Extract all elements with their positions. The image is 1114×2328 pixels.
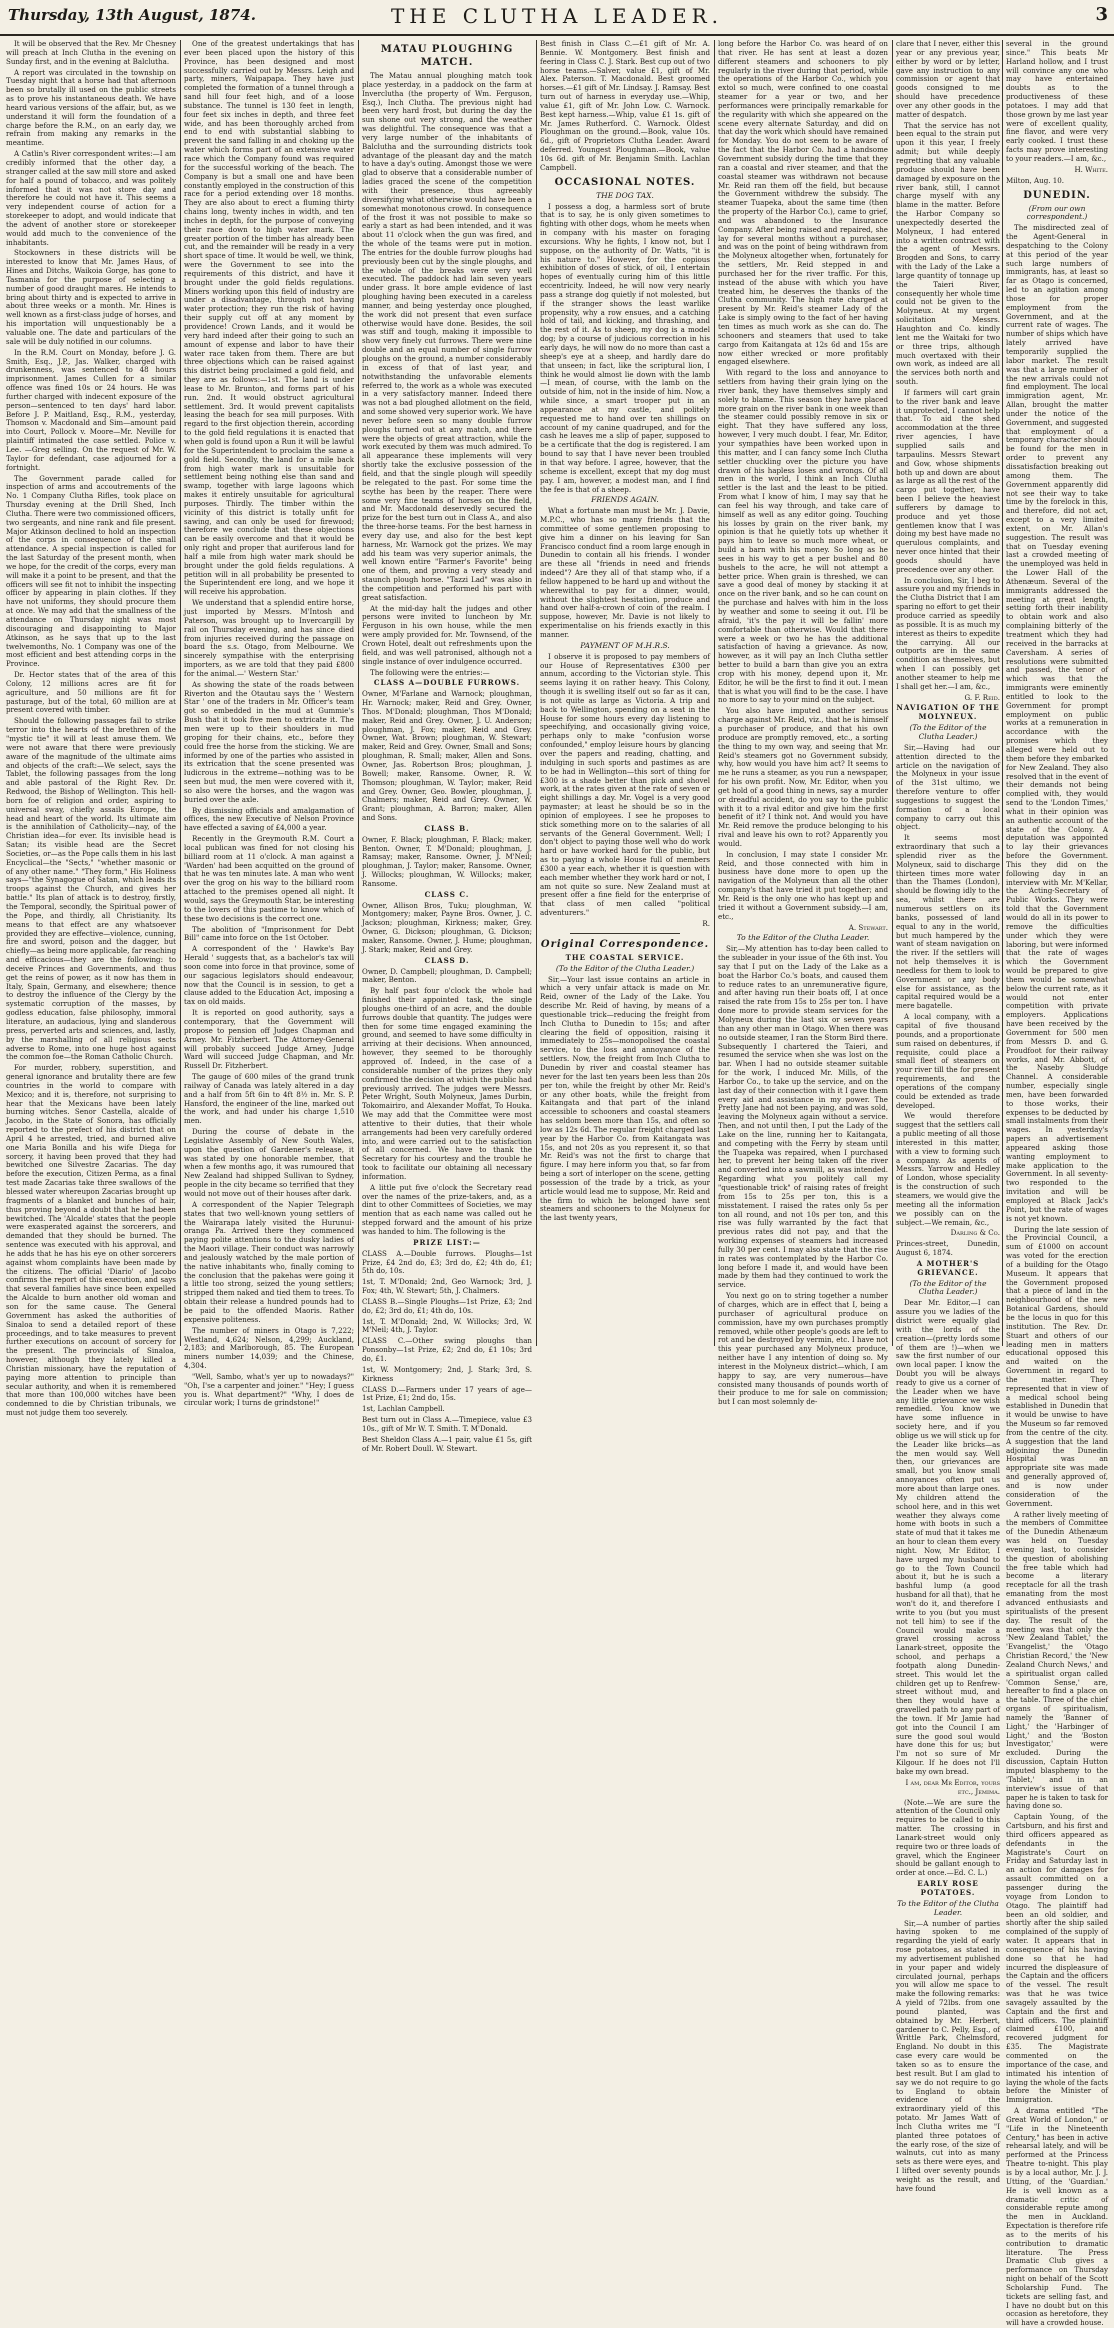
letter-address: (To the Editor of the Clutha Leader.) <box>909 1278 987 1297</box>
column-7-text <box>1006 39 1109 2328</box>
paragraph: Dr. Hector states that of the area of this Colony, 12 millions acres are fit for agriculture, and 50 millions are fit for pasturage, but of the total, 60 million are at present covered with timber. <box>6 670 176 715</box>
paragraph: A drama entitled "The Great World of London," or "Life in the Nineteenth Century," has been in active rehearsal lately, and will be performed at the Princess Theatre to-night. This play is by a local author, Mr. J. J. Utting, of the 'Guardian.' He is well known as a dramatic critic of considerable repute among the men in Auckland. Expectation is therefore rife as to the merits of his contribution to dramatic literature. The Press Dramatic Club gives a performance on Thursday night on behalf of the Scott Scholarship Fund. The tickets are selling fast, and I have no doubt but on this occasion as heretofore, they will have a crowded house. <box>1006 2106 1108 2328</box>
paragraph: Should the following passages fail to strike terror into the hearts of the brethren of the "mystic tie" it will at least amuse them. We were not aware that there were previously aware of the magnitude of the ultimate aims and objects of the craft:—We select, says the Tablet, the following passages from the long and able pastoral of the Right Rev. Dr. Redwood, the Bishop of Wellington. This hell-born foe of religion and order, aspiring to universal sway, chiefly assails Europe, the head and heart of the world. Its ultimate aim is the annihilation of Catholicity—nay, of the Christian idea—for ever. Its invisible head is Satan; its visible head are the Secret Societies, or—as the Pope calls them in his last Encyclical—the "Sects," "whether masonic or of any other name." "They form," His Holiness says—"the Synagogue of Satan, which leads its troops against the Church, and gives her battle." Its plan of attack is to destroy, firstly, the Temporal, secondly, the Spiritual power of the Pope, and thirdly, all Christianity. Its means to that effect are any whatsoever provided they are effective—violence, cunning, fire and sword, poison and the dagger, but chiefly—as being more applicable, far reaching and efficacious—they are the following: to deceive Princes and Governments, and thus get the reins of power, as it now has them in Italy, Spain, Germany, and elsewhere; thence to destroy the influence of the Clergy by the systematic corruption of the masses, by godless education, false philosophy, immoral literature, an audacious, lying and slanderous press, perverted arts and sciences, and, lastly, by the marshalling of all religious sects adverse to Rome, into one huge host against the common foe—the Roman Catholic Church. <box>6 716 176 1062</box>
letter-title: THE COASTAL SERVICE. <box>565 952 685 962</box>
paragraph: The abolition of "Imprisonment for Debt Bill" came into force on the 1st October. <box>184 924 354 943</box>
dateline: Milton, Aug. 10. <box>1006 175 1065 185</box>
paragraph: The number of miners in Otago is 7,222; Westland, 4,624; Nelson, 4,299; Auckland, 2,183; and Marlborough, 85. The European miners number 14,039; and the Chinese, 4,304. <box>184 1325 354 1371</box>
column-rule <box>1002 40 1003 1346</box>
column-2 <box>184 39 354 1408</box>
paragraph: During the course of debate in the Legislative Assembly of New South Wales, upon the question of Gardener's release, it was stated by one honorable member, that when a few months ago, it was rumoured that New Zealand had shipped Sullivan to Sydney, people in the city became so terrified that they would not move out of their houses after dark. <box>184 1127 354 1198</box>
paragraph: long before the Harbor Co. was heard of on that river. He has sent at least a dozen different steamers and schooners to ply regularly in the river during that period, while the operations of the Harbor Co., which you extol so much, were confined to one coastal steamer for a year or two, and her performances were principally remarkable for the regularity with which she appeared on the scene every alternate Saturday, and did on that day the work which should have remained for Monday. You do not seem to be aware of the fact that the Harbor Co. had a handsome Government subsidy during the time that they ran a coastal and river steamer, and that the coastal steamer was withdrawn not because Mr. Reid ran them off the field, but because the Government withdrew the subsidy. The steamer Tuapeka, about the same time (then the property of the Harbor Co.), came to grief, and was abandoned to the Insurance Company. After being raised and repaired, she lay for several months without a purchaser, and was on the point of being withdrawn from the Molyneux altogether when, fortunately for the settlers, Mr. Reid stepped in and purchased her for the river traffic. For this, instead of the abuse with which you have treated him, he deserves the thanks of the Clutha community. The high rate charged at present by Mr. Reid's steamer Lady of the Lake is simply owing to the fact of her having ten times as much work as she can do. The schooners and steamers that used to take cargo from Kaitangata at 12s 6d and 15s are now either wrecked or more profitably engaged elsewhere. <box>718 39 888 367</box>
signature: R. <box>702 919 710 928</box>
paragraph: During the late session of the Provincial Council, a sum of £1000 on account was voted for the erection of a building for the Otago Museum. It appears that the Government proposed that a piece of land in the neighbourhood of the new Botanical Gardens, should be the locus in quo for this institution. The Rev. Dr. Stuart and others of our leading men in matters educational opposed this and waited on the Government in regard to the matter. They represented that in view of a medical school being established in Dunedin that it would be unwise to have the Museum so far removed from the centre of the city. A suggestion that the land adjoining the Dunedin Hospital was an appropriate site was made and generally approved of, and is now under consideration of the Government. <box>1006 1224 1108 1508</box>
paragraph: You next go on to string together a number of charges, which are in effect that I, being a purchaser of agricultural produce on commission, have my own purchases promptly removed, while other people's goods are left to rot and be destroyed by vermin, etc. I have not this year purchased any Molyneux produce, neither have I any intention of doing so. My interest in the Molyneux district—which, I am happy to say, are very numerous—have consisted many thousands of pounds worth of their produce to me for sale on commission; but I can most solemnly de- <box>718 1291 888 1407</box>
prize-list-heading: PRIZE LIST:— <box>413 1237 481 1247</box>
letter-title: EARLY ROSE POTATOES. <box>917 1879 979 1897</box>
paragraph: A report was circulated in the township on Tuesday night that a horse had that afternoon been so brutally ill used on the public streets as to prove his instantaneous death. We have heard various versions of the affair, but, as we understand it will form the foundation of a charge before the R.M., on an early day, we refrain from making any remarks in the meantime. <box>6 67 176 148</box>
paragraph: Sir,—Your last issue contains an article in which a very unfair attack is made on Mr. Reid, owner of the Lady of the Lake. You describe Mr. Reid of having, by means of a questionable trick—reducing the freight from Inch Clutha to Dunedin to 15s; and after clearing the field of opposition, raising it immediately to 25s—monopolised the coastal service, to the loss and annoyance of the settlers. Now, the freight from Inch Clutha to Dunedin by river and coastal steamer has never for the last ten years been less than 20s per ton, while the freight by other Mr. Reid's or any other boats, while the freight from Kaitangata and that part of the inland accessible to schooners and coastal steamers has seldom been more than 15s, and often so low as 12s 6d. The regular freight charged last year by the Harbor Co. from Kaitangata was 15s, and not 20s as you represent it, so that Mr. Reid's was not the first to charge that figure. I may here inform you that, so far from being a sort of interloper on the scene, getting possession of the trade by a trick, as your article would lead me to suppose, Mr. Reid and the firm to which he belonged have sent steamers and schooners to the Molyneux for the last twenty years, <box>540 974 710 1223</box>
paragraph: Sir,—A number of parties having spoken to me regarding the yield of early rose potatoes, as stated in my advertisement published in your paper and widely circulated journal, perhaps you will allow me space to make the following remarks: A yield of 72lbs. from one pound planted, was obtained by Mr. Herbert, gardener to C. Pelly, Esq., of Writtle Park, Chelmsford, England. No doubt in this case every care would be taken so as to ensure the best result. But I am glad to say we do not require to go to England to obtain evidence of the extraordinary yield of this potato. Mr James Watt of Inch Clutha writes me "I planted three potatoes of the early rose, of the size of walnuts, cut into as many sets as there were eyes, and I lifted over seventy pounds weight as the result, and have found <box>896 1918 1000 2193</box>
paragraph: If farmers will cart grain to the river bank and leave it unprotected, I cannot help that. To aid the shed accommodation at the three river agencies, I have supplied sails and tarpaulins. Messrs Stewart and Gow, whose shipments both up and down are about as large as all the rest of the cargo put together, have been I believe the heaviest sufferers by damage to produce and yet those gentlemen know that I was doing my best have made no querulous complaints, and never once hinted that their goods should have precedence over any other. <box>896 387 1000 574</box>
column-3 <box>362 40 532 1453</box>
section-heading: Original Correspondence. <box>540 938 710 950</box>
paragraph: It seems most extraordinary that such a splendid river as the Molyneux, said to discharge thirteen times more water than the Thames (London), should be flowing idly to the sea, whilst there are numerous settlers on its banks, possessed of land equal to any in the world, but much hampered by the want of steam navigation on the river. If the settlers will not help themselves it is needless for them to look to Government or any body else for assistance, as the capital required would be a mere bagatelle. <box>896 833 1000 1011</box>
signature: A. Stewart. <box>848 922 888 932</box>
column-1 <box>6 39 176 1418</box>
letter-address: To the Editor of the Clutha Leader. <box>897 1898 999 1917</box>
paragraph: You also have imputed another serious charge against Mr. Reid, viz., that he is himself a purchaser of produce, and that his own produce are promptly removed, etc., a sorting the thing to my own way, and seeing that Mr. Reid's steamers got no Government subsidy, why, how would you have him act? It seems to me he runs a steamer, as you run a newspaper, for his own profit. Now, Mr. Editor, when you get hold of a good thing in news, say a murder or dreadful accident, do you say to the public with it to a rival editor and give him the first benefit of it? I think not. And would you have Mr. Reid remove the produce belonging to his rival and leave his own to rot? Apparently you would. <box>718 706 888 848</box>
paragraph: We would therefore suggest that the settlers call a public meeting of all those interested in this matter, with a view to forming such a company. As agents of Messrs. Yarrow and Hedley of London, whose speciality is the construction of such steamers, we would give the meeting all the information we possibly can on the subject.—We remain, &c., <box>896 1111 1000 1227</box>
paragraph: A rather lively meeting of the members of Committee of the Dunedin Athenæum was held on Tuesday evening last, to consider the question of abolishing the free table which had become a literary receptacle for all the trash emanating from the most advanced enthusiasts and spiritualists of the present day. The result of the meeting was that only the 'New Zealand Tablet,' the 'Evangelist,' the 'Otago Christian Record,' the 'New Zealand Church News,' and a spiritualist organ called 'Common Sense,' are, hereafter to find a place on the table. Three of the chief organs of spiritualism, namely the 'Banner of Light,' the 'Harbinger of Light,' and the 'Boston Investigator,' were excluded. During the discussion, Captain Hutton imputed blasphemy to the 'Tablet,' and in an interview's issue of that paper he is taken to task for having done so. <box>1006 1509 1108 1811</box>
prize-entry: CLASS D.—Farmers under 17 years of age—1st Prize, £1; 2nd do, 15s. <box>362 1384 532 1403</box>
article-heading: DUNEDIN. <box>1023 189 1091 201</box>
paragraph: A little put five o'clock the Secretary read over the names of the prize-takers, and, as a dint to other Committees of Societies, we may mention that as each name was called out he stepped forward and the amount of his prize was handed to him. The following is the <box>362 1182 532 1236</box>
paragraph: The Government parade called for inspection of arms and accoutrements of the No. 1 Company Clutha Rifles, took place on Thursday evening at the Drill Shed, Inch Clutha. There were two commissioned officers, two sergeants, and nine rank and file present. Major Atkinson declined to hold an inspection of the corps in consequence of the small attendance. A special inspection is called for the last Saturday of the present month, when we hope, for the credit of the corps, every man will make it a point to be present, and that the officers will see fit not to inhibit the inspecting officer by appearing in plain clothes. If they have not uniforms, they should procure them at once. We may add that the smallness of the attendance on Thursday night was most discouraging and disappointing to Major Atkinson, as he says that up to the last twelvemonths, No. 1 Company was one of the most efficient and best attending corps in the Province. <box>6 473 176 669</box>
page-header <box>0 0 1114 36</box>
article-heading: OCCASIONAL NOTES. <box>554 176 696 188</box>
paragraph: With regard to the loss and annoyance to settlers from having their grain lying on the river bank, they have themselves simply and solely to blame. This season they have placed more grain on the river bank in one week than the steamer could possibly remove in six or eight. That they have suffered any loss, however, I very much doubt. I fear, Mr. Editor, your sympathies have been worked upon in this matter, and I can fancy some Inch Clutha settler chuckling over the picture you have drawn of his hapless loses and wrongs. Of all men in the world, I think an Inch Clutha settler is the last and the least to be pitied. From what I know of him, I may say that he can feel his way through, and take care of himself as well as any editor going. Touching his losses by grain on the river bank, my opinion is that he quietly tots up whether it pays him to leave so much more wheat, or build a barn with his money. So long as he sees in his way to get a per bushel and 80 bushels to the acre, he will not attempt a better price. When grain is threshed, we can save a good deal of money by stacking it at once on the river bank, and so he can count on the purchase and halves with him in the loss by weather and some to seeing it out. I'll be afraid, 'it's the pay it will be fallin' more comfortable than otherwise. Would that there were a week or two he has the additional satisfaction of having a grievance. As now, however, as it will pay an Inch Clutha settler better to build a barn than give you an extra crop with his money, depend upon it, Mr. Editor, he will be the first to find it out. I mean that is what you will find to be the case. I have no more to say to your mind on the subject. <box>718 368 888 705</box>
prize-entry: CLASS C.—Other swing ploughs than Ponsonby—1st Prize, £2; 2nd do, £1 10s; 3rd do, £1. <box>362 1336 532 1363</box>
paragraph: The Matau annual ploughing match took place yesterday, in a paddock on the farm at Inverclutha (the property of Wm. Ferguson, Esq.), Inch Clutha. The previous night had been very hard frost, but during the day the sun shone out very strong, and the weather was delightful. The consequence was that a very large number of the inhabitants of Balclutha and the surrounding districts took advantage of the pleasant day and the match to have a day's outing. Amongst those we were glad to observe that a considerable number of ladies graced the scene of the competition with their presence, thus agreeably diversifying what otherwise would have been a somewhat monotonous crowd. In consequence of the frost it was not possible to make so early a start as had been intended, and it was about 11 o'clock when the gun was fired, and the whole of the teams were put in motion. The entries for the double furrow ploughs had previously been cut by the single ploughs, and the whole of the breaks were very well executed. The paddock had lain seven years under grass. It bore ample evidence of last ploughing having been executed in a careless manner, and being yesterday once ploughed, the work did not present that even surface otherwise would have done. Besides, the soil was stiff and tough, making it impossible to show very finely cut furrows. There were nine double and an equal number of single furrow ploughs on the ground, a number considerably in excess of that of last year, and notwithstanding the unfavorable elements referred to, the work as a whole was executed in a very satisfactory manner. Indeed there was not a bad ploughed allotment on the field, and some showed very superior work. We have never before seen so many double furrow ploughs turned out at any match, and there were the objects of great attraction, while the work executed by them was much admired. To all appearance these implements will very shortly take the exclusive possession of the field, and that the single plough will speedily be relegated to the past. For some time the scythe has been by the reaper. There were some very fine teams of horses on the field, and Mr. Macdonald deservedly secured the prize for the best turn out in Class A., and also the three-horse teams. For the best harness in every day use, and also for the best kept harness, Mr. Warnock got the prizes. We may add his team was very superior animals, the well known entire "Farmer's Favorite" being one of them, and proving a very steady and staunch plough horse. "Tazzi Lad" was also in the competition and performed his part with great satisfaction. <box>362 71 532 602</box>
column-rule <box>714 40 715 1346</box>
subheading: THE DOG TAX. <box>596 190 654 200</box>
masthead-title: THE CLUTHA LEADER. <box>390 4 724 28</box>
prize-entry: Best Sheldon Class A.—1 pair, value £1 5s, gift of Mr. Robert Doull. W. Stewart. <box>362 1434 532 1453</box>
signature: H. White. <box>1074 164 1108 174</box>
class-heading: CLASS B. <box>424 823 470 833</box>
paragraph: I observe it is proposed to pay members of our House of Representatives £300 per annum, according to the Victorian style. This seems laying it on rather heavy. This Colony, though it is swelling itself out so far as it can, is not quite as large as Victoria. A trip and back to Wellington, spending on a seat in the House for some hours every day listening to speechifying, and occasionally giving voice, perhaps only to make "confusion worse confounded," employ leisure hours by glancing over the papers and reading, chatting, and indulging in such sports and pastimes as are to be had in Wellington—this sort of thing for £300 is a shade better than pick and shovel work, at the rates given at the rate of seven or eight shillings a day. Mr. Vogel is a very good paymaster; at least he should be so in the opinion of employees. I see he proposes to stick something more on to the salaries of all servants of the General Government. Well; I don't object to paying those well who do work hard or have worked hard for the public, but as to paying a whole House full of members £300 a year each, whether it is question with each member whether they work hard or not, I am not quite so sure. New Zealand must at present offer a fine field for the enterprise of that class of men called "political adventurers." <box>540 651 710 918</box>
entries-list: Owner, D. Campbell; ploughman, D. Campbell; maker, Benton. <box>362 966 532 985</box>
paragraph: A local company, with a capital of five thousand pounds, and a proportionate sum raised on debentures, if requisite, could place a small fleet of steamers on your river till the for present requirements, and the operations of the company could be extended as trade developed. <box>896 1012 1000 1110</box>
paragraph: I possess a dog, a harmless sort of brute that is to say, he is only given sometimes to fighting with other dogs, whom he meets when in company with his master on foraging excursions. Why he fights, I know not, but I suppose, on the authority of Dr. Watts, "it is his nature to." However, for the copious exhibition of doses of stick, of oil, I entertain hopes of eventually curing him of this little eccentricity. Indeed, he will now very nearly pass a strange dog quietly if not molested, but if the stranger shows the least warlike propensity, why a row ensues, and a catching hold of tail, and kicking, and thrashing, and the rest of it. As to sheep, my dog is a model dog; by a course of judicious correction in his early days, he will now do no more than cast a sheep's eye at a sheep, and hardly dare do that unseen; in fact, like the scriptural lion, I think he would almost lie down with the lamb—I mean, of course, with the lamb on the outside of him, not in the inside of him. Now, a while since, a smart trooper put in an appearance at my castle, and politely requested me to hand over ten shillings on account of my canine quadruped, and for the cash he leaves me a slip of paper, supposed to be a certificate that the dog is registered. I am bound to say that I have never been troubled in that way before. I agree, however, that the scheme is excellent, except that my dog must pay. I am, however, a modest man, and I find the fee is that of a sheep. <box>540 201 710 494</box>
paragraph: A correspondent of the ' Hawke's Bay Herald ' suggests that, as a bachelor's tax will soon come into force in that province, some of our sagacious legislators should endeavour, now that the Council is in session, to get a clause added to the Education Act, imposing a tax on old maids. <box>184 944 354 1007</box>
prize-entry: 1st, T. M'Donald; 2nd, W. Willocks; 3rd, W. M'Neil; 4th, J. Taylor. <box>362 1316 532 1335</box>
prize-entry: 1st, T. M'Donald; 2nd, Geo Warnock; 3rd, J. Fox; 4th, W. Stewart; 5th, J. Chalmers. <box>362 1277 532 1296</box>
column-4 <box>540 40 710 1346</box>
letter-title: A MOTHER'S GRIEVANCE. <box>916 1258 980 1277</box>
address-line: Princes-street, Dunedin, August 6, 1874. <box>896 1239 1000 1258</box>
paragraph: It is reported on good authority, says a contemporary, that the Government will propose to pension off Judges Chapman and Arney. Mr. Fitzherbert. The Attorney-General will probably succeed Judge Arney, Judge Ward will succeed Judge Chapman, and Mr. Russell Dr. Fitzherbert. <box>184 1008 354 1071</box>
section-divider <box>570 933 680 934</box>
paragraph: Stockowners in these districts will be interested to know that Mr. James Haus, of Hines and Ditchs, Waikoia Gorge, has gone to Tasmania for the purpose of selecting a number of good draught mares. He intends to bring about thirty and is expected to arrive in about three weeks or a month. Mr. Hines is well known as a first-class judge of horses, and his importation will unquestionably be a valuable one. The date and particulars of the sale will be duly notified in our columns. <box>6 248 176 346</box>
entries-list: Owner, F. Black; ploughman, F. Black; maker, Benton. Owner, T. M'Donald; ploughman, J. Ramsay; maker, Ransome. Owner, J. M'Neil; ploughman, J. Taylor; maker, Ransome. Owner, J. Willocks; ploughman, W. Willocks; maker, Ransome. <box>362 834 532 888</box>
column-rule <box>536 40 537 1346</box>
article-heading: MATAU PLOUGHING MATCH. <box>380 44 514 68</box>
paragraph: (Note.—We are sure the attention of the Council only requires to be called to this matter. The crossing in Lanark-street would only require two or three loads of gravel, which the Engineer should be gallant enough to order at once.—Ed. C. L.) <box>896 1797 1000 1878</box>
subheading: PAYMENT OF M.H.R.S. <box>580 640 670 650</box>
paragraph: At the mid-day halt the judges and other persons were invited to luncheon by Mr. Ferguson in his own house, while the men were amply provided for. Mr. Townsend, of the Crown Hotel, dealt out refreshments upon the field, and was well patronised, although not a single instance of over indulgence occurred. <box>362 603 532 666</box>
letter-address: To the Editor of the Clutha Leader. <box>736 933 870 943</box>
issue-date: Thursday, 13th August, 1874. <box>8 6 256 24</box>
paragraph: By half past four o'clock the whole had finished their appointed task, the single ploughs one-third of an acre, and the double furrows double that quantity. The judges were then for some time engaged examining the ground, and seemed to have some difficulty in arriving at their decisions. When announced, however, they seemed to be thoroughly approved of. Indeed, in the case of a considerable number of the prizes they only confirmed the decision at which the public had previously arrived. The judges were Messrs. Peter Wright, South Molyneux, James Durbin, Tokomairiro, and Alexander Moffat, To Houka. We may add that the Committee were most attentive to their duties, that their whole arrangements had been very carefully ordered into, and were carried out to the satisfaction of all concerned. We have to thank the Secretary for his courtesy and the trouble he took to facilitate our obtaining all necessary information. <box>362 986 532 1181</box>
letter-title: NAVIGATION OF THE MOLYNEUX. <box>896 703 1000 722</box>
signature: G. F. Reid. <box>964 692 1000 702</box>
signature: I am, dear Mr Editor, yours etc., Jemima. <box>905 1777 1000 1796</box>
paragraph: Sir,—My attention has to-day been called to the subleader in your issue of the 6th inst. You say that I put on the Lady of the Lake as a boat the Harbor Co.'s boats, and caused them to reduce rates to an unremunerative figure, and after having run their boats off, I at once raised the rate from 15s to 25s per ton. I have done more to provide steam services for the Molyneux during the last six or seven years than any other man in Otago. When there was no outside steamer, I ran the Storm Bird there. Subsequently I chartered the Taieri, and resumed the service when she was lost on the bar. When I had no outside steamer suitable for the work, I induced Mr. Mills, of the Harbor Co., to take up the service, and on the last day of their connection with it I gave them every aid and assistance in my power. The Pretty Jane had not been paying, and was sold, leaving the Molyneux again without a service. Then, and not until then, I put the Lady of the Lake on the line, running her to Kaitangata, and competing with the Ferry by steam until the Tuapeka was repaired, when I purchased her, to prevent her being taken off the river and converted into a sawmill, as was intended. Regarding what you politely call my "questionable trick" of raising rates of freight from 15s to 25s per ton, this is a misstatement. I raised the rates only 5s per ton all round, and not 10s per ton, and this rise was fully warranted by the fact that previous rates did not pay, and that the working expenses of steamers had increased fully 30 per cent. I may also state that the rise in rates was contemplated by the Harbor Co. long before I made it, and would have been made by them had they continued to work the service. <box>718 944 888 1290</box>
paragraph: In conclusion, I may state I consider Mr. Reid, and those connected with him in business have done more to open up the navigation of the Molyneux than all the other company's that have tried it put together; and Mr. Reid is the only one who has kept up and tried it without a Government subsidy.—I am, etc., <box>718 849 888 921</box>
column-5 <box>718 39 888 1407</box>
class-heading: CLASS C. <box>424 889 470 899</box>
paragraph: One of the greatest undertakings that has ever been placed upon the history of this Province, has been designed and most successfully carried out by Messrs. Leigh and party, miners, Waipapapa. They have just completed the formation of a tunnel through a sand hill four feet high, and of a loose substance. The tunnel is 130 feet in length, four feet six inches in depth, and three feet wide, and has been thoroughly arched from end to end with substantial slabbing to prevent the sand falling in and choking up the water which forms part of an extensive water race which the Company found was required for the successful working of the beach. The Company is but a small one and have been constantly employed in the construction of this race for a period extending over 18 months. They are also about to erect a fluming thirty chains long, twenty inches in width, and ten inches in depth, for the purpose of conveying their race down to high water mark. The greater portion of the timber has already been cut, and the remainder will be ready in a very short space of time. It would be well, we think, were the Government to see into the requirements of this district, and have it brought under the gold fields regulations. Miners working upon this field of industry are under a disadvantage, through not having water protection; they run the risk of having their supply cut off at any moment by providence! Crown Lands, and it would be very hard indeed after their going to such an amount of expense and labor to have their water race taken from them. There are but three objections which can be raised against this district being proclaimed a gold field, and they are as follows:—1st. The land is under lease to Mr. Brunton, and forms part of his run. 2nd. It would obstruct agricultural settlement. 3rd. It would prevent capitalists leasing the beach for sea mill purposes. With regard to the first objection therein, according to the gold field regulations it is enacted that when gold is found upon a Run it will be lawful for the Superintendent to proclaim the same a gold field. Secondly, the land for a mile back from high water mark is unsuitable for settlement being nothing else than sand and swamp, together with large lagoons which makes it entirely unsuitable for agricultural purposes. Thirdly. The timber within the vicinity of this district is totally unfit for sawing, and can only be used for firewood; therefore we conclude that these objections can be easily overcome and that it would be only right and proper that auriferous land for half a mile from high water mark should be brought under the gold fields regulations. A petition will in all probability be presented to the Superintendent ere long, and we hope it will receive his approbation. <box>184 39 354 597</box>
paragraph: Dear Mr. Editor,—I can assure you we ladies of the district were equally glad with the lords of the creation—(pretty lords some of them are !)—when we saw the first number of our own local paper. I know the Doubt you will be always ready to give us a corner of the Leader when we have any little grievance we wish remedied. You know we have some influence in society here, and if you oblige us we will stick up for the Leader like bricks—as the men would say. Well then, our grievances are small, but you know small annoyances often put us more about than large ones. My children attend the school here, and in this wet weather they always come home with boots in such a state of mud that it takes me an hour to clean them every night. Now, Mr Editor, I have urged my husband to go to the Town Council about it, but he is such a bashful lump (a good husband for all that), that he won't do it, and therefore I write to you (but you must not tell him) to see if the Council would make a gravel crossing across Lanark-street, opposite the school, and perhaps a footpath along Dunedin-street. This would let the children get up to Renfrew-street without mud, and then they would have a gravelled path to any part of the town. If Mr Jamie had got into the Council I am sure the good soul would have done this for us; but I'm not so sure of Mr Kilgour. If he does not I'll bake my own bread. <box>896 1298 1000 1776</box>
prize-entry: Best turn out in Class A.—Timepiece, value £3 10s., gift of Mr W. T. Smith. T. M'Donald. <box>362 1415 532 1433</box>
letter-address: (To the Editor of the Clutha Leader.) <box>555 963 695 973</box>
column-rule <box>358 40 359 1346</box>
paragraph: The misdirected zeal of the Agent-General in despatching to the Colony at this period of the year such large numbers of immigrants, has, at least so far as Otago is concerned, led to an agitation among those for proper employment from the Government, and at the current rate of wages. The number of ships which have lately arrived have temporarily supplied the labor market. The result was that a large number of the new arrivals could not find employment. The local immigration agent, Mr. Allan, brought the matter under the notice of the Government, and suggested that employment of a temporary character should be found for the men in order to prevent any dissatisfaction breaking out among them. The Government apparently did not see their way to take time by the forelock in this, and therefore, did not act, except to a very limited extent, on Mr. Allan's suggestion. The result was that on Tuesday evening last a crowded meeting of the unemployed was held in the Lower Hall of the Athenæum. Several of the immigrants addressed the meeting at great length, setting forth their inability to obtain work and also complaining bitterly of the treatment which they had received in the barracks at Caversham. A series of resolutions were submitted and passed, the tenor of which was that the immigrants were eminently entitled to look to the Government for prompt employment on public works at a remuneration in accordance with the promises which they alleged were held out to them before they embarked for New Zealand. They also resolved that in the event of their demands not being complied with, they would send to the 'London Times,' what in their opinion was an authentic account of the state of the Colony. A deputation was appointed to lay their grievances before the Government. This they did on the following day in an interview with Mr. M'Kellar, the Acting-Secretary of Public Works. They were told that the Government would do all in its power to remove the difficulties under which they were laboring, but were informed that the rate of wages which the Government would be prepared to give them would be somewhat below the current rate, as it would not enter competition with private employers. Applications have been received by the Government for 500 men from Messrs D. and G. Proudfoot for their railway works, and Mr. Abbott, of the Naseby Sludge Channel. A considerable number, especially single men, have been forwarded to those works, their expenses to be deducted by small instalments from their wages. In yesterday's papers an advertisement appeared asking those wanting employment to make application to the Government. In all seventy-two responded to the invitation and will be employed at Black Jack's Point, but the rate of wages is not yet known. <box>1006 223 1109 1223</box>
class-heading: CLASS D. <box>424 955 470 965</box>
paragraph: What a fortunate man must be Mr. J. Davie, M.P.C., who has so many friends that the committee of some gentlemen proposing to give him a dinner on his leaving for San Francisco conduct find a room large enough in Dunedin to contain all his friends. I wonder are these all "friends in need and friends indeed"? Are they all of that stamp who, if a fellow happened to be hard up and without the wherewithal to pay for a dinner, would, without the slightest hesitation, produce and hand over half-a-crown of coin of the realm. I suppose, however, Mr. Davie is not likely to experimentalise on his friends exactly in this manner. <box>540 506 710 639</box>
column-rule <box>180 40 181 1346</box>
entries-list: Owner, M'Farlane and Warnock; ploughman, Hr. Warnock; maker, Reid and Grey. Owner, Thos. M'Donald; ploughman, Thos M'Donald; maker, Reid and Grey. Owner, J. U. Anderson; ploughman, J. Fox; maker, Reid and Grey. Owner, Wat. Brown; ploughman, W. Stewart; maker, Reid and Grey. Owner, Small and Sons; ploughman, R. Small; maker, Allen and Sons. Owner, Jas. Robertson Bros; ploughman, J. Bowell; maker, Ransome. Owner, R. W. Thomson; ploughman, W. Taylor; maker, Reid and Grey. Owner, Geo. Bowler, ploughman, J. Chalmers; maker, Reid and Grey. Owner, W. Grant; ploughman, A. Barron; maker, Allen and Sons. <box>362 689 532 823</box>
column-rule <box>892 40 893 1346</box>
paragraph: Captain Young, of the Cartsburn, and his first and third officers appeared as defendants in the Magistrate's Court on Friday and Saturday last in an action for damages for assault committed on a passenger during the voyage from London to Otago. The plaintiff had been an old soldier, and shortly after the ship sailed complained of the supply of water. It appears that in consequence of his having done so that he had incurred the displeasure of the Captain and the officers of the vessel. The result was that he was twice savagely assaulted by the Captain and the first and third officers. The plaintiff claimed £100, and recovered judgment for £35. The Magistrate commented on the importance of the case, and intimated his intention of laying the whole of the facts before the Minister of Immigration. <box>1006 1812 1108 2105</box>
paragraph: We understand that a splendid entire horse, just imported by Messrs. M'Intosh and Paterson, was brought up to Invercargill by rail on Thursday evening, and has since died from injuries received during the passage on board the s.s. Otago, from Melbourne. We sincerely sympathise with the enterprising importers, as we are told that they paid £800 for the animal.—' Western Star.' <box>184 598 354 678</box>
paragraph: As showing the state of the roads between Riverton and the Otautau says the ' Western Star ' one of the traders in Mr. Officer's team got so embedded in the mud at Gummie's Bush that it took five men to extricate it. The men were up to their shoulders in mud groping for their chains, etc., before they could free the horse from the sticking. We are informed by one of the parties who assisted in its extrication that the scene presented was ludicrous in the extreme—nothing was to be seen but mud, the men were covered with it, so also were the horses, and the wagon was buried over the axle. <box>184 679 354 804</box>
subheading: (From our own correspondent.) <box>1026 203 1088 222</box>
paragraph: several in the ground since." This beats Mr Harland hollow, and I trust will convince any one who may have entertained doubts as to the productiveness of these potatoes. I may add that those grown by me last year were of excellent quality, fine flavor, and were very early cooked. I trust these facts may prove interesting to your readers.—I am, &c., <box>1006 39 1108 163</box>
column-6-text <box>896 39 1000 2193</box>
paragraph: Sir,—Having had our attention directed to the article on the navigation of the Molyneux in your issue of the 31st ultimo, we therefore venture to offer suggestions to suggest the formation of a local company to carry out this object. <box>896 742 1000 832</box>
paragraph: The following were the entries:— <box>370 667 490 677</box>
paragraph: In the R.M. Court on Monday, before J. G. Smith, Esq., J.P., Jas. Walker, charged with drunkenness, was sentenced to 48 hours imprisonment. James Cullen for a similar offence was fined 10s or 24 hours. He was further charged with indecent exposure of the person—sentenced to ten days' hard labor. Before J. P. Maitland, Esq., R.M., yesterday, Thomson v. Macdonald and Sim—amount paid into Court, Pollock v. Moore—Mr. Neville for plaintiff intimated the case settled. Police v. Lee. —Greg selling. On the request of Mr. W. Taylor for defendant, case adjourned for a fortnight. <box>6 347 176 472</box>
prize-entry: 1st, Lachlan Campbell. <box>362 1404 445 1414</box>
paragraph: A Catlin's River correspondent writes:—I am credibly informed that the other day, a stranger called at the saw mill store and asked for half a pound of tobacco, and was politely informed that it was not store day and therefore he could not have it. This seems a very independent course of action for a storekeeper to adopt, and would indicate that the advent of another store or storekeeper would add much to the convenience of the inhabitants. <box>6 149 176 247</box>
paragraph: That the service has not been equal to the strain put upon it this year, I freely admit; but while deeply regretting that any valuable produce should have been damaged by exposure on the river bank, still, I cannot charge myself with any blame in the matter. Before the Harbor Company so unexpectedly deserted the Molyneux, I had entered into a written contract with the agent of Messrs. Brogden and Sons, to carry with the Lady of the Lake a large quantity of tonnage up the Taieri River, consequently her whole time could not be given to the Molyneux. At my urgent solicitation Messrs. Haughton and Co. kindly lent me the Waitaki for two or three trips, although much overtaxed with their own work, as indeed are all the services both north and south. <box>896 120 1000 387</box>
paragraph: By dismissing officials and amalgamation of offices, the new Executive of Nelson Province have effected a saving of £4,000 a year. <box>184 805 354 833</box>
prize-entry: CLASS A.—Double furrows. Ploughs—1st Prize, £4 2nd do, £3; 3rd do, £2; 4th do, £1; 5th do, 10s. <box>362 1248 532 1276</box>
prize-entry: CLASS B.—Single Ploughs—1st Prize, £3; 2nd do, £2; 3rd do, £1; 4th do, 10s. <box>362 1296 532 1315</box>
signature: Darling & Co. <box>950 1228 1000 1238</box>
paragraph: clare that I never, either this year or any previous year, either by word or by letter, gave any instruction to any commission or agent that goods consigned to me should have precedence over any other goods in the matter of despatch. <box>896 39 1000 119</box>
subheading: FRIENDS AGAIN. <box>591 495 659 505</box>
paragraph: Recently in the Greymouth R.M. Court a local publican was fined for not closing his billiard room at 11 o'clock. A man against a 'Warden' had been acquitted on the ground of that he was ten minutes late. A man who went over the grog on his way to the billiard room attached to the premises opened all night. It would, says the Greymouth Star, be interesting to the lovers of this pastime to know which of these two decisions is the correct one. <box>184 834 354 923</box>
paragraph: It will be observed that the Rev. Mr Chesney will preach at Inch Clutha in the evening on Sunday first, and in the evening at Balclutha. <box>6 39 176 66</box>
prize-entry: Best finish in Class C.—£1 gift of Mr. A. Bennie. W. Montgomery. Best finish and feering in Class C. J. Stark. Best cup out of two horse teams.—Salver, value £1, gift of Mr. Alex. Paterson. T. Macdonald. Best groomed horses.—£1 gift of Mr. Lindsay. J. Ramsay. Best turn out of harness in everyday use.—Whip, value £1, gift of Mr. John Low. C. Warnock. Best kept harness.—Whip, value £1 1s. gift of Mr. James Rutherford. C. Warnock. Oldest Ploughman on the ground.—Book, value 10s. 6d., gift of Proprietors Clutha Leader. Award deferred. Youngest Ploughman.—Book, value 10s 6d. gift of Mr. Benjamin Smith. Lachlan Campbell. <box>540 39 710 172</box>
prize-entry: 1st, W. Montgomery; 2nd, J. Stark; 3rd, S. Kirkness <box>362 1364 532 1383</box>
page-number: 3 <box>1095 4 1108 25</box>
entries-list: Owner, Allison Bros, Tuku; ploughman, W. Montgomery; maker, Payne Bros. Owner, J. C. Jackson; ploughman, Kirkness; maker, Grey. Owner, G. Dickson; ploughman, G. Dickson; maker, Ransome. Owner, J. Hume; ploughman, J. Stark; maker, Reid and Grey. <box>362 900 532 954</box>
paragraph: For murder, robbery, superstition, and general ignorance and brutality there are few countries in the world to compare with Mexico; and it is, therefore, not surprising to hear that the Mexicans have been lately burning witches. Senor Castella, alcalde of Jacobo, in the State of Sonora, has officially reported to the prefect of his district that on April 4 he arrested, tried, and burned alive one Maria Bonilla and his wife Diega for sorcery, it having been proved that they had bewitched one Silvestre Zacarias. The day before the execution, Citizen Perma, as a final test made Zacarias take three swallows of the blessed water whereupon Zacarias brought up fragments of a blanket and bunches of hair, thus proving beyond a doubt that he had been bewitched. The 'Alcalde' states that the people were exasperated against the sorcerers, and demanded that they should be burned. The sentence was executed with his approval, and he adds that he has his eye on other sorcerers against whom complaints have been made by the citizens. The official 'Diario' of Jacobo confirms the report of this execution, and says that several families have since been expelled the Alcalde to burn another old woman and son for the same cause. The General Government has asked the authorities of Sinaloa to send a detailed report of these proceedings, and to take measures to prevent further executions on account of sorcery for the present. The provincials of Sinaloa, however, although they lately killed a Christian missionary, have the reputation of paying more attention to principle than secular authority, and when it is remembered that more than 100,000 witches have been condemned to die by Christian tribunals, we must not judge them too severely. <box>6 1063 176 1418</box>
class-heading: CLASS A—DOUBLE FURROWS. <box>373 678 521 688</box>
paragraph: "Well, Sambo, what's yer up to nowadays?" "Oh, I'se a carpenter and joiner." "Hey; I guess you is. What department?" "Why, I does de circular work; I turns de grindstone!" <box>184 1371 354 1408</box>
paragraph: A correspondent of the Napier Telegraph states that two well-known young settlers of the Wairarapa lately visited the Hurunui-oranga Pa. Arrived there they commenced paying polite attentions to the dusky ladies of the Maori village. Their conduct was narrowly and jealously watched by the male portion of the native inhabitants who, finally coming to the conclusion that the pakehas were going it a little too strong, seized the young settlers; stripped them naked and tied them to trees. To obtain their release a hundred pounds had to be paid to the offended Maoris. Rather expensive politeness. <box>184 1199 354 1324</box>
letter-address: (To the Editor of the Clutha Leader.) <box>909 723 987 741</box>
paragraph: The gauge of 600 miles of the grand trunk railway of Canada was lately altered in a day and a half from 5ft 6in to 4ft 8½ in. Mr. S. P. Hansford, the engineer of the line, marked out the work, and had under his charge 1,510 men. <box>184 1072 354 1126</box>
paragraph: In conclusion, Sir, I beg to assure you and my friends in the Clutha District that I am sparing no effort to get their produce carried as speedily as possible. It is as much my interest as theirs to expedite the carrying. All our outports are in the same condition as themselves, but when I can possibly get another steamer to help me I shall get her.—I am, &c., <box>896 575 1000 691</box>
